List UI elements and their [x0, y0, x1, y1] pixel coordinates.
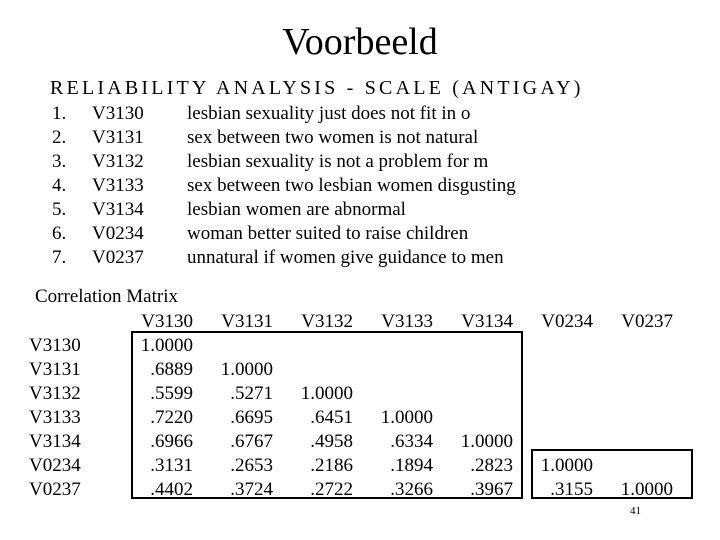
matrix-cell: .4958 — [310, 431, 353, 452]
matrix-cell: .5271 — [230, 383, 273, 404]
matrix-cell: .2722 — [310, 479, 353, 500]
matrix-cell: .6889 — [150, 359, 193, 380]
item-code: V3134 — [92, 199, 144, 220]
matrix-column-header: V3131 — [221, 311, 273, 332]
matrix-cell: .3724 — [230, 479, 273, 500]
matrix-cell: .6695 — [230, 407, 273, 428]
matrix-row-label: V3132 — [29, 383, 81, 404]
item-number: 4. — [52, 175, 67, 196]
matrix-cell: .6334 — [390, 431, 433, 452]
page-number: 41 — [630, 505, 641, 517]
matrix-column-header: V0237 — [621, 311, 673, 332]
matrix-row-label: V0237 — [29, 479, 81, 500]
matrix-cell: 1.0000 — [140, 335, 193, 356]
item-number: 7. — [52, 247, 67, 268]
item-text: woman better suited to raise children — [187, 223, 469, 244]
matrix-cell: .3131 — [150, 455, 193, 476]
slide-title: Voorbeeld — [282, 21, 438, 63]
analysis-heading: RELIABILITY ANALYSIS - SCALE (ANTIGAY) — [50, 77, 584, 99]
matrix-column-header: V3130 — [141, 311, 193, 332]
matrix-cell: .3967 — [470, 479, 513, 500]
item-text: sex between two lesbian women disgusting — [187, 175, 516, 196]
item-code: V0237 — [92, 247, 144, 268]
item-number: 2. — [52, 127, 67, 148]
item-text: lesbian sexuality just does not fit in o — [187, 103, 471, 124]
matrix-column-header: V3134 — [461, 311, 513, 332]
matrix-row-label: V3130 — [29, 335, 81, 356]
matrix-cell: .2823 — [470, 455, 513, 476]
matrix-cell: .6966 — [150, 431, 193, 452]
item-code: V3133 — [92, 175, 144, 196]
matrix-column-header: V3133 — [381, 311, 433, 332]
matrix-highlight-box-upper — [131, 331, 523, 499]
item-number: 1. — [52, 103, 67, 124]
matrix-cell: 1.0000 — [220, 359, 273, 380]
matrix-cell: 1.0000 — [460, 431, 513, 452]
matrix-cell: 1.0000 — [380, 407, 433, 428]
item-text: unnatural if women give guidance to men — [187, 247, 504, 268]
matrix-row-label: V3131 — [29, 359, 81, 380]
matrix-cell: .3155 — [550, 479, 593, 500]
item-text: lesbian women are abnormal — [187, 199, 406, 220]
item-text: lesbian sexuality is not a problem for m — [187, 151, 489, 172]
matrix-row-label: V0234 — [29, 455, 81, 476]
item-code: V0234 — [92, 223, 144, 244]
item-text: sex between two women is not natural — [187, 127, 479, 148]
matrix-cell: .7220 — [150, 407, 193, 428]
matrix-row-label: V3134 — [29, 431, 81, 452]
matrix-column-header: V3132 — [301, 311, 353, 332]
correlation-matrix-label: Correlation Matrix — [35, 286, 178, 307]
matrix-cell: 1.0000 — [540, 455, 593, 476]
matrix-cell: .4402 — [150, 479, 193, 500]
matrix-row-label: V3133 — [29, 407, 81, 428]
item-code: V3132 — [92, 151, 144, 172]
matrix-cell: .6767 — [230, 431, 273, 452]
item-number: 5. — [52, 199, 67, 220]
matrix-cell: 1.0000 — [300, 383, 353, 404]
matrix-highlight-box-lower — [531, 449, 693, 499]
item-code: V3131 — [92, 127, 144, 148]
matrix-cell: 1.0000 — [620, 479, 673, 500]
item-code: V3130 — [92, 103, 144, 124]
matrix-cell: .2653 — [230, 455, 273, 476]
matrix-column-header: V0234 — [541, 311, 593, 332]
matrix-cell: .2186 — [310, 455, 353, 476]
matrix-cell: .5599 — [150, 383, 193, 404]
item-number: 3. — [52, 151, 67, 172]
item-number: 6. — [52, 223, 67, 244]
matrix-cell: .6451 — [310, 407, 353, 428]
matrix-cell: .1894 — [390, 455, 433, 476]
matrix-cell: .3266 — [390, 479, 433, 500]
